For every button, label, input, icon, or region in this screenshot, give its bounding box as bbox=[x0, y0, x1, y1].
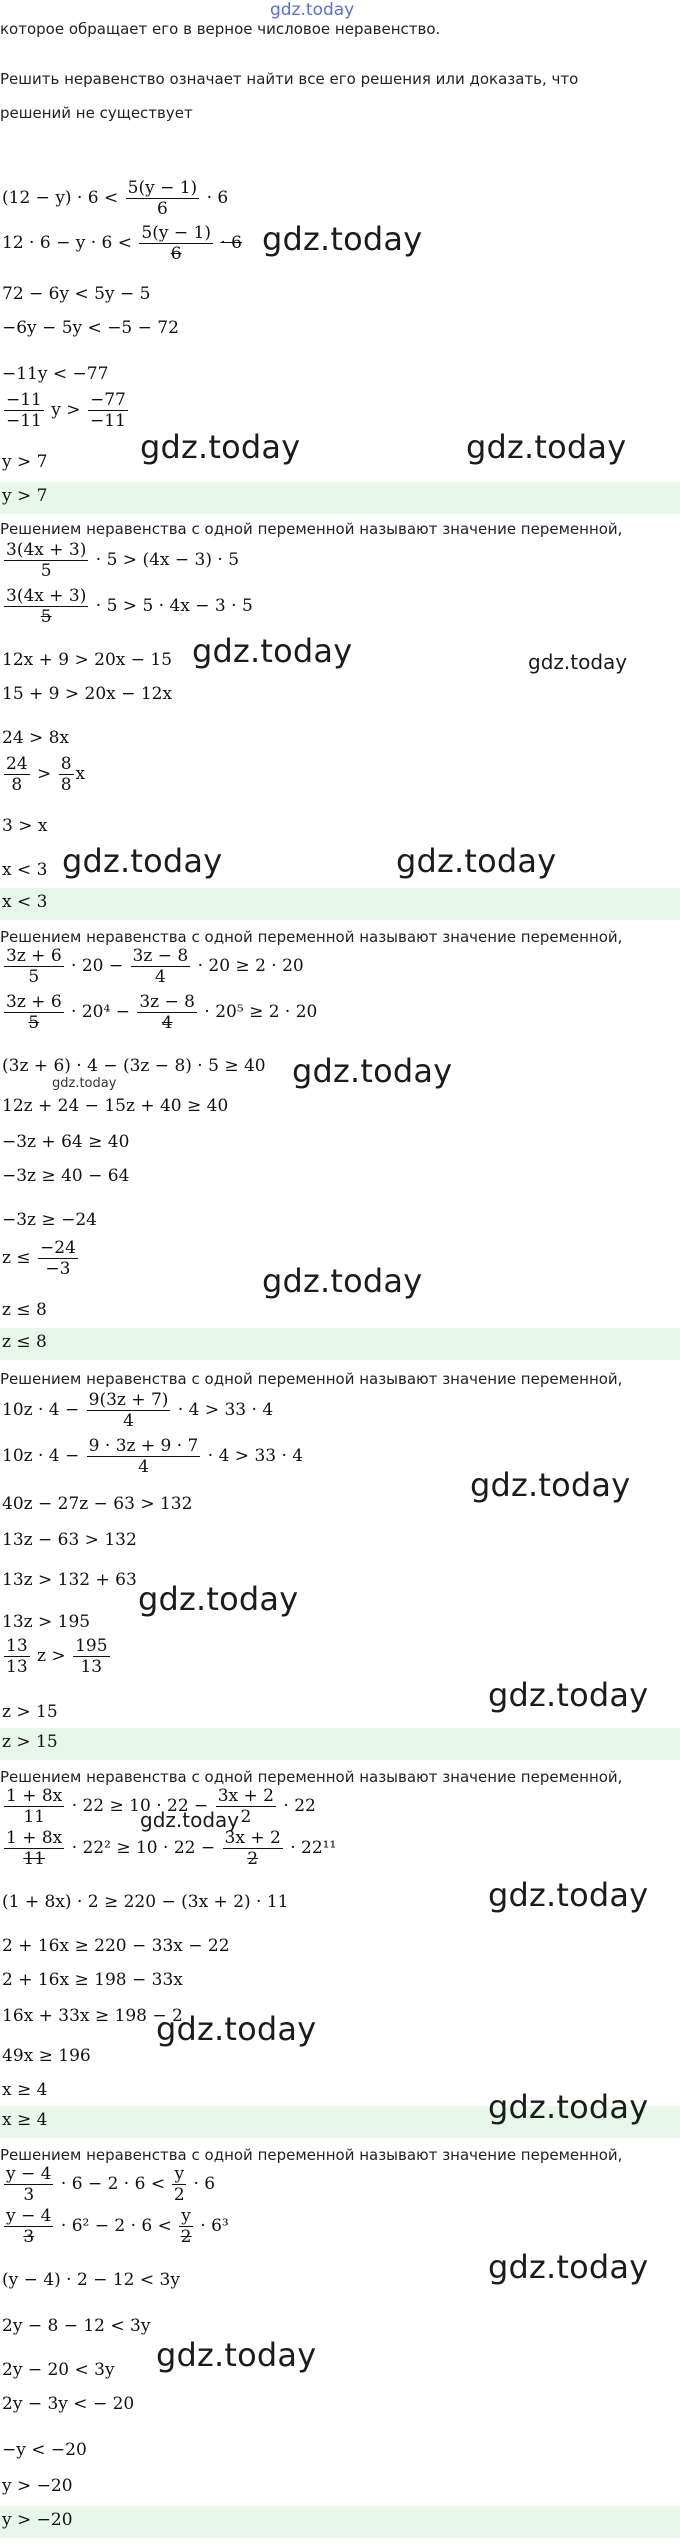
eq-line: (3z + 6) · 4 − (3z − 8) · 5 ≥ 40 bbox=[2, 1056, 266, 1076]
watermark: gdz.today bbox=[488, 2248, 649, 2286]
watermark: gdz.today bbox=[396, 842, 557, 880]
eq-line: −3z ≥ 40 − 64 bbox=[2, 1166, 130, 1186]
eq-line: 3 > x bbox=[2, 816, 48, 836]
eq-line: $\frac{3(4x + 3)}{5}$ · 5 > 5 · 4x − 3 · 5 bbox=[6, 586, 253, 627]
eq-line: $\frac{-11}{-11}$ y > $\frac{-77}{-11}$ bbox=[6, 390, 126, 431]
eq-line: 40z − 27z − 63 > 132 bbox=[2, 1494, 193, 1514]
eq-line: 2 + 16x ≥ 220 − 33x − 22 bbox=[2, 1936, 230, 1956]
eq-line: (y − 4) · 2 − 12 < 3y bbox=[2, 2270, 180, 2290]
watermark: gdz.today bbox=[470, 1466, 631, 1504]
eq-line: (1 + 8x) · 2 ≥ 220 − (3x + 2) · 11 bbox=[2, 1892, 289, 1912]
eq-line: $\frac{3z + 6}{5}$ · 20 − $\frac{3z - 8}{4}$ · 20 ≥ 2 · 20 bbox=[6, 946, 304, 987]
eq-line: 13z − 63 > 132 bbox=[2, 1530, 137, 1550]
watermark: gdz.today bbox=[262, 1262, 423, 1300]
eq-line: x ≥ 4 bbox=[2, 2080, 48, 2100]
watermark: gdz.today bbox=[528, 650, 628, 674]
eq-line: $\frac{3(4x + 3)}{5}$ · 5 > (4x − 3) · 5 bbox=[6, 540, 240, 581]
answer-text: x ≥ 4 bbox=[2, 2110, 48, 2130]
watermark: gdz.today bbox=[140, 1808, 240, 1832]
section-heading: Решением неравенства с одной переменной называют значение переменной, bbox=[0, 928, 623, 946]
eq-line: $\frac{1 + 8x}{11}$ · 22 ≥ 10 · 22 − $\frac{3x + 2}{2}$ · 22 bbox=[6, 1786, 316, 1827]
eq-line: 13z > 132 + 63 bbox=[2, 1570, 137, 1590]
eq-line: 49x ≥ 196 bbox=[2, 2046, 91, 2066]
eq-line: 15 + 9 > 20x − 12x bbox=[2, 684, 173, 704]
watermark: gdz.today bbox=[488, 1676, 649, 1714]
eq-line: $\frac{24}{8}$ > $\frac{8}{8}$ x bbox=[6, 754, 86, 795]
answer-text: z ≤ 8 bbox=[2, 1332, 47, 1352]
eq-line: 13z > 195 bbox=[2, 1612, 91, 1632]
intro-line-3: решений не существует bbox=[0, 104, 193, 122]
eq-line: 12z + 24 − 15z + 40 ≥ 40 bbox=[2, 1096, 229, 1116]
eq-line: −y < −20 bbox=[2, 2440, 87, 2460]
eq-line: 72 − 6y < 5y − 5 bbox=[2, 284, 151, 304]
intro-line-2: Решить неравенство означает найти все его решения или доказать, что bbox=[0, 70, 579, 88]
eq-line: z ≤ 8 bbox=[2, 1300, 47, 1320]
answer-box bbox=[0, 2506, 680, 2538]
eq-line: $\frac{1 + 8x}{11}$ · 22² ≥ 10 · 22 − $\frac{3x + 2}{2}$ · 22¹¹ bbox=[6, 1828, 337, 1869]
eq-line: −11y < −77 bbox=[2, 364, 109, 384]
intro-line-1: которое обращает его в верное числовое неравенство. bbox=[0, 20, 441, 38]
eq-line: (12 − y) · 6 < $\frac{5(y - 1)}{6}$ · 6 bbox=[2, 178, 229, 219]
eq-line: z ≤ $\frac{-24}{-3}$ bbox=[2, 1238, 76, 1279]
eq-line: 2y − 8 − 12 < 3y bbox=[2, 2316, 151, 2336]
eq-line: 10z · 4 − $\frac{9(3z + 7)}{4}$ · 4 > 33 · 4 bbox=[2, 1390, 274, 1431]
section-heading: Решением неравенства с одной переменной называют значение переменной, bbox=[0, 1370, 623, 1388]
watermark: gdz.today bbox=[140, 428, 301, 466]
eq-line: 2y − 20 < 3y bbox=[2, 2360, 115, 2380]
watermark: gdz.today bbox=[466, 428, 627, 466]
eq-line: 24 > 8x bbox=[2, 728, 70, 748]
eq-line: 2y − 3y < − 20 bbox=[2, 2394, 135, 2414]
watermark: gdz.today bbox=[156, 2336, 317, 2374]
eq-line: z > 15 bbox=[2, 1702, 58, 1722]
eq-line: x < 3 bbox=[2, 860, 48, 880]
watermark: gdz.today bbox=[192, 632, 353, 670]
eq-line: 16x + 33x ≥ 198 − 2 bbox=[2, 2006, 183, 2026]
answer-text: y > 7 bbox=[2, 486, 48, 506]
eq-line: $\frac{3z + 6}{5}$ · 20⁴ − $\frac{3z - 8}{4}$ · 20⁵ ≥ 2 · 20 bbox=[6, 992, 318, 1033]
eq-line: 12 · 6 − y · 6 < $\frac{5(y - 1)}{6}$ · 6 bbox=[2, 223, 242, 264]
eq-line: 10z · 4 − $\frac{9 \cdot 3z + 9 \cdot 7}{4}$ · 4 > 33 · 4 bbox=[2, 1436, 304, 1477]
watermark: gdz.today bbox=[138, 1580, 299, 1618]
section-heading: Решением неравенства с одной переменной называют значение переменной, bbox=[0, 1768, 623, 1786]
watermark: gdz.today bbox=[488, 1876, 649, 1914]
eq-line: 12x + 9 > 20x − 15 bbox=[2, 650, 173, 670]
eq-line: −3z + 64 ≥ 40 bbox=[2, 1132, 130, 1152]
answer-box bbox=[0, 888, 680, 920]
section-heading: Решением неравенства с одной переменной называют значение переменной, bbox=[0, 2146, 623, 2164]
eq-line: 2 + 16x ≥ 198 − 33x bbox=[2, 1970, 183, 1990]
watermark: gdz.today bbox=[52, 1076, 117, 1091]
eq-line: $\frac{13}{13}$ z > $\frac{195}{13}$ bbox=[6, 1636, 108, 1677]
answer-box bbox=[0, 1728, 680, 1760]
eq-line: y > −20 bbox=[2, 2476, 73, 2496]
section-heading: Решением неравенства с одной переменной называют значение переменной, bbox=[0, 520, 623, 538]
eq-line: −6y − 5y < −5 − 72 bbox=[2, 318, 179, 338]
answer-box bbox=[0, 1328, 680, 1360]
eq-line: −3z ≥ −24 bbox=[2, 1210, 97, 1230]
watermark-top: gdz.today bbox=[270, 0, 355, 20]
answer-text: z > 15 bbox=[2, 1732, 58, 1752]
watermark: gdz.today bbox=[488, 2088, 649, 2126]
watermark: gdz.today bbox=[292, 1052, 453, 1090]
watermark: gdz.today bbox=[262, 220, 423, 258]
watermark: gdz.today bbox=[62, 842, 223, 880]
answer-text: y > −20 bbox=[2, 2510, 73, 2530]
watermark: gdz.today bbox=[156, 2010, 317, 2048]
eq-line: $\frac{y - 4}{3}$ · 6 − 2 · 6 < $\frac{y}{2}$ · 6 bbox=[6, 2164, 216, 2205]
eq-line: y > 7 bbox=[2, 452, 48, 472]
answer-box bbox=[0, 482, 680, 514]
eq-line: $\frac{y - 4}{3}$ · 6² − 2 · 6 < $\frac{y}{2}$ · 6³ bbox=[6, 2206, 229, 2247]
answer-text: x < 3 bbox=[2, 892, 48, 912]
